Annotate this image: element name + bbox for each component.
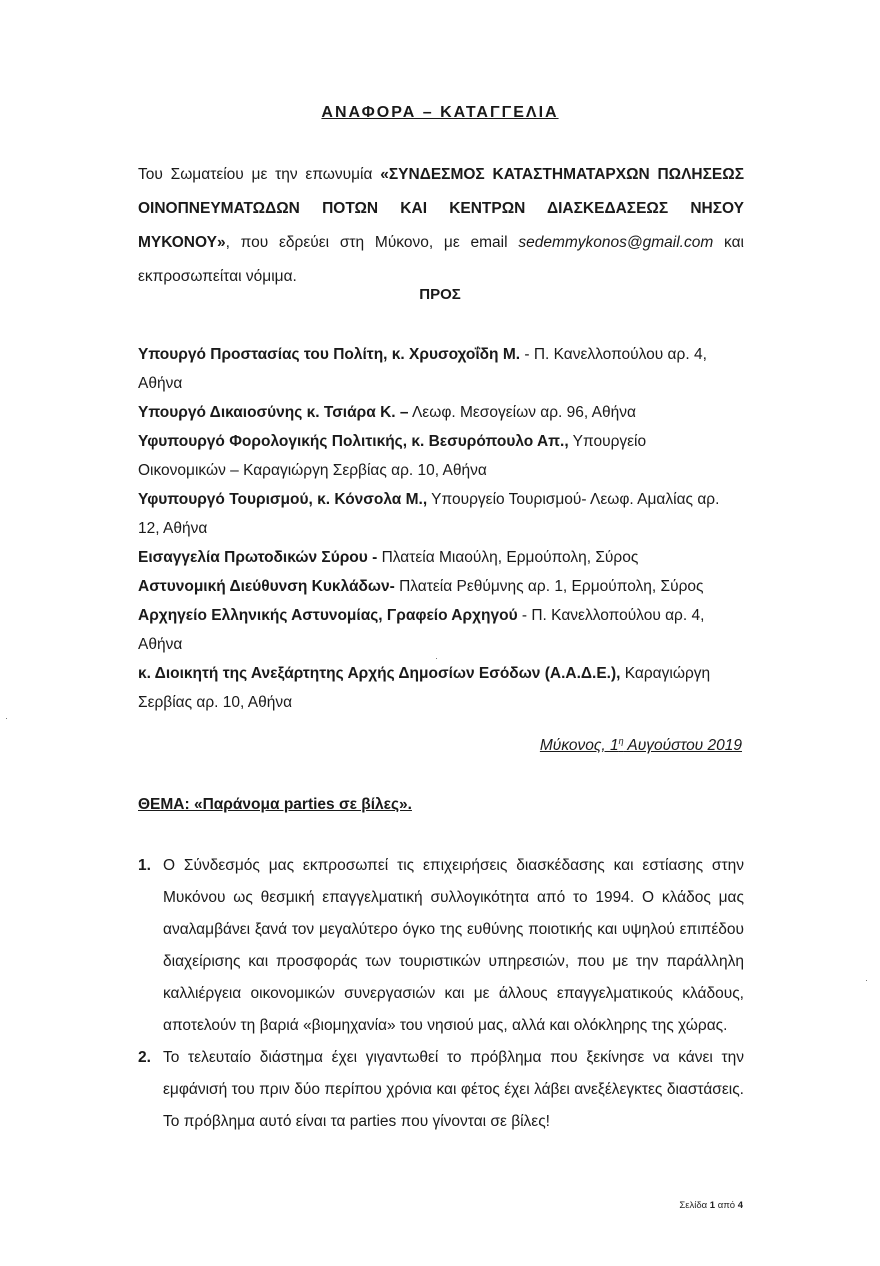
intro-paragraph xyxy=(138,158,744,294)
recipients-list xyxy=(138,340,738,717)
recipient-name: Υπουργό Προστασίας του Πολίτη, κ. Χρυσοχοΐδη Μ. xyxy=(138,346,521,363)
list-item xyxy=(138,850,744,1042)
recipient-address: - Π. Κανελλοπούλου αρ. 4, Αθήνα xyxy=(138,346,707,392)
recipient-name: κ. Διοικητή της Ανεξάρτητης Αρχής Δημοσίων Εσόδων (Α.Α.Δ.Ε.), xyxy=(138,665,621,682)
recipient-item xyxy=(138,427,738,485)
intro-text-2: , που εδρεύει στη Μύκονο, με email xyxy=(225,234,519,251)
footer-of: από xyxy=(715,1200,738,1211)
recipient-address: Πλατεία Μιαούλη, Ερμούπολη, Σύρος xyxy=(377,549,639,566)
scan-speck xyxy=(866,980,867,981)
recipient-item xyxy=(138,601,738,659)
intro-text-3: και εκπροσωπείται νόμιμα. xyxy=(138,234,744,285)
subject-line: ΘΕΜΑ: «Παράνομα parties σε βίλες». xyxy=(138,796,412,813)
recipient-address: - Π. Κανελλοπούλου αρ. 4, Αθήνα xyxy=(138,607,705,653)
scan-speck xyxy=(436,658,437,659)
email-address: sedemmykonos@gmail.com xyxy=(518,234,714,251)
recipient-name: Υφυπουργό Φορολογικής Πολιτικής, κ. Βεσυρόπουλο Απ., xyxy=(138,433,569,450)
recipient-item xyxy=(138,398,738,427)
point-text: Ο Σύνδεσμός μας εκπροσωπεί τις επιχειρήσεις διασκέδασης και εστίασης στην Μυκόνου ως θεσμική επαγγελματική συλλογικότητα από το 1994. Ο κλάδος μας αναλαμβάνει ξανά τον μεγαλύτερο όγκο της ευθύνης ποιοτικής και υψηλού επιπέδου διαχείρισης και προσφοράς των τουριστικών υπηρεσιών, που με την παράλληλη καλλιέργεια οικονομικών συνεργασιών και με άλλους επαγγελματικούς κλάδους, αποτελούν τη βαριά «βιομηχανία» του νησιού μας, αλλά και ολόκληρης της χώρας. xyxy=(163,857,744,1034)
recipient-address: Υπουργείο Οικονομικών – Καραγιώργη Σερβίας αρ. 10, Αθήνα xyxy=(138,433,647,479)
document-title: ΑΝΑΦΟΡΑ – ΚΑΤΑΓΓΕΛΙΑ xyxy=(321,104,559,121)
point-number: 1. xyxy=(138,857,151,874)
point-text: Το τελευταίο διάστημα έχει γιγαντωθεί το πρόβλημα που ξεκίνησε να κάνει την εμφάνισή του πριν δύο περίπου χρόνια και φέτος έχει λάβει ανεξέλεγκτες διαστάσεις. Το πρόβλημα αυτό είναι τα parties που γίνονται σε βίλες! xyxy=(163,1049,744,1130)
page-footer xyxy=(679,1200,743,1211)
scan-speck xyxy=(6,718,7,719)
recipient-name: Υφυπουργό Τουρισμού, κ. Κόνσολα Μ., xyxy=(138,491,428,508)
recipient-item xyxy=(138,659,738,717)
numbered-points xyxy=(138,850,744,1138)
recipient-item xyxy=(138,572,738,601)
union-name: «ΣΥΝΔΕΣΜΟΣ ΚΑΤΑΣΤΗΜΑΤΑΡΧΩΝ ΠΩΛΗΣΕΩΣ ΟΙΝΟΠΝΕΥΜΑΤΩΔΩΝ ΠΟΤΩΝ ΚΑΙ ΚΕΝΤΡΩΝ ΔΙΑΣΚΕΔΑΣΕΩΣ ΝΗΣΟΥ ΜΥΚΟΝΟΥ» xyxy=(138,166,744,251)
footer-label: Σελίδα xyxy=(679,1200,710,1211)
recipient-address: Καραγιώργη Σερβίας αρ. 10, Αθήνα xyxy=(138,665,711,711)
recipient-address: Υπουργείο Τουρισμού- Λεωφ. Αμαλίας αρ. 12, Αθήνα xyxy=(138,491,720,537)
document-date xyxy=(540,736,742,755)
intro-text-1: Του Σωματείου με την επωνυμία xyxy=(138,166,381,183)
point-number: 2. xyxy=(138,1049,151,1066)
list-item xyxy=(138,1042,744,1138)
page-number: 1 xyxy=(709,1200,716,1211)
recipient-name: Αστυνομική Διεύθυνση Κυκλάδων- xyxy=(138,578,395,595)
recipient-name: Εισαγγελία Πρωτοδικών Σύρου - xyxy=(138,549,378,566)
recipient-name: Υπουργό Δικαιοσύνης κ. Τσιάρα Κ. – xyxy=(138,404,409,421)
date-suffix: Αυγούστου 2019 xyxy=(623,737,742,755)
recipient-item xyxy=(138,543,738,572)
recipient-item xyxy=(138,485,738,543)
date-prefix: Μύκονος, 1 xyxy=(539,737,619,755)
recipient-address: Λεωφ. Μεσογείων αρ. 96, Αθήνα xyxy=(408,404,636,421)
date-ordinal: η xyxy=(618,736,624,746)
recipient-address: Πλατεία Ρεθύμνης αρ. 1, Ερμούπολη, Σύρος xyxy=(394,578,704,595)
total-pages: 4 xyxy=(737,1200,743,1211)
to-heading: ΠΡΟΣ xyxy=(419,286,461,303)
recipient-item xyxy=(138,340,738,398)
recipient-name: Αρχηγείο Ελληνικής Αστυνομίας, Γραφείο Αρχηγού xyxy=(138,607,518,624)
